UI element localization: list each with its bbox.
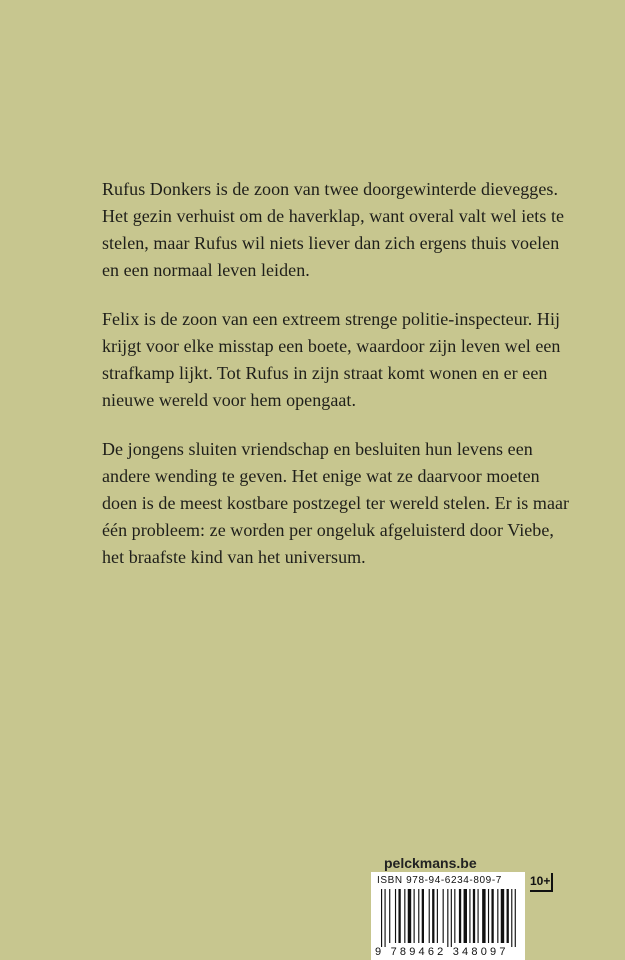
barcode-bar [501,889,504,943]
barcode-bar [454,889,455,943]
barcode-bar [478,889,479,943]
barcode-bar [404,889,405,943]
barcode-bar [408,889,411,943]
blurb-paragraph-1: Rufus Donkers is de zoon van twee doorgewinterde dievegges. Het gezin verhuist om de haverklap, want overal valt wel iets te stelen, maar Rufus wil niets liever dan zich ergens thuis voelen en een normaal leven leiden. [102,179,565,280]
barcode-bar [385,889,386,947]
barcode-bar [414,889,415,943]
barcode-bar [459,889,461,943]
barcode-bar [422,889,424,943]
barcode-bar [482,889,485,943]
ean-digits: 9 789462 348097 [375,946,509,958]
barcode-bar [515,889,516,947]
back-cover-blurb [102,176,572,593]
blurb-paragraph-3: De jongens sluiten vriendschap en besluiten hun levens een andere wending te geven. Het enige wat ze daarvoor moeten doen is de meest kostbare postzegel ter wereld stelen. Er is maar één probleem: ze worden per ongeluk afgeluisterd door Viebe, het braafste kind van het universum. [102,439,570,567]
barcode-bar [451,889,452,947]
barcode-bars [375,889,521,947]
barcode-bar [395,889,396,943]
barcode-bar [447,889,448,947]
barcode-bar [491,889,493,943]
barcode-bar [389,889,390,943]
barcode-bar [511,889,512,947]
isbn-number: ISBN 978-94-6234-809-7 [377,875,502,886]
barcode-bar [507,889,509,943]
barcode-bar [497,889,498,943]
barcode-bar [429,889,430,943]
barcode-bar [473,889,475,943]
age-rating-badge: 10+ [530,873,553,892]
barcode-bar [464,889,467,943]
blurb-paragraph-2: Felix is de zoon van een extreem strenge politie-inspecteur. Hij krijgt voor elke misstap een boete, waardoor zijn leven wel een strafkamp lijkt. Tot Rufus in zijn straat komt wonen en er een nieuwe wereld voor hem opengaat. [102,309,561,410]
barcode-bar [488,889,489,943]
barcode-bar [443,889,444,943]
barcode-bar [469,889,470,943]
barcode-bar [381,889,382,947]
barcode-bar [437,889,438,943]
isbn-barcode [371,872,525,960]
barcode-bar [418,889,419,943]
publisher-website: pelckmans.be [384,855,477,871]
barcode-bar [398,889,400,943]
barcode-bar [432,889,434,943]
